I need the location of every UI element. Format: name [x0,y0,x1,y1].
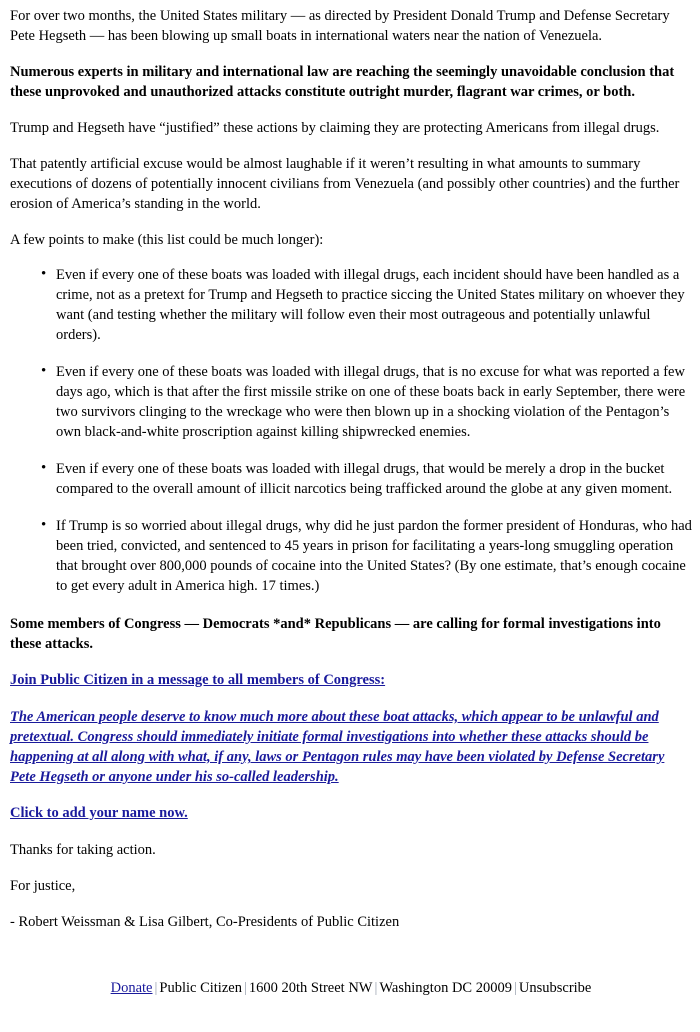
join-public-citizen-link[interactable]: Join Public Citizen in a message to all members of Congress: [10,672,386,688]
list-item-text: If Trump is so worried about illegal drugs, why did he just pardon the former president of Honduras, who had been tried, convicted, and sentenced to 45 years in prison for facilitating a years-long smuggling operation that brought over 800,000 pounds of cocaine into the United States? (By one estimate, that’s enough cocaine to get every adult in America high. 17 times.) [56,518,692,594]
list-item-text: Even if every one of these boats was loaded with illegal drugs, that would be merely a drop in the bucket compared to the overall amount of illicit narcotics being trafficked around the globe at any given moment. [56,461,673,497]
footer-separator: | [374,980,378,996]
bullet-icon: • [41,460,47,476]
points-list-wrapper [10,265,692,596]
intro-paragraph: For over two months, the United States military — as directed by President Donald Trump and Defense Secretary Pete Hegseth — has been blowing up small boats in international waters near the nation of Venezuela. [10,8,670,44]
petition-quote-link[interactable]: The American people deserve to know much more about these boat attacks, which appear to be unlawful and pretextual. Congress should immediately initiate formal investigations into whether these attacks should be happening at all along with what, if any, laws or Pentagon rules may have been violated by Defense Secretary Pete Hegseth or anyone under his so-called leadership. [10,709,665,785]
list-item-text: Even if every one of these boats was loaded with illegal drugs, that is no excuse for what was reported a few days ago, which is that after the first missile strike on one of these boats back in early September, there were two survivors clinging to the wreckage who were then blown up in a shocking violation of the Pentagon’s own black-and-white proscription against killing shipwrecked enemies. [56,364,686,440]
footer-city-state-zip: Washington DC 20009 [379,980,512,996]
list-item [10,265,692,345]
donate-link[interactable]: Donate [110,980,153,996]
footer-org-name: Public Citizen [159,980,242,996]
excuse-paragraph: That patently artificial excuse would be almost laughable if it weren’t resulting in what amounts to summary executions of dozens of potentially innocent civilians from Venezuela (and possibly other countries) and the further erosion of America’s standing in the world. [10,156,680,212]
list-item-text: Even if every one of these boats was loaded with illegal drugs, each incident should have been handled as a crime, not as a pretext for Trump and Hegseth to practice siccing the United States military on whoever they want (and testing whether the military will follow even their most outrageous and potentially unlawful orders). [56,267,685,343]
bullet-icon: • [41,363,47,379]
bullet-icon: • [41,517,47,533]
cta-link-wrapper [10,803,692,823]
list-item [10,459,692,499]
thanks-paragraph: Thanks for taking action. [10,842,156,858]
congress-statement-paragraph: Some members of Congress — Democrats *and* Republicans — are calling for formal investigations into these attacks. [10,616,661,652]
footer-separator: | [243,980,247,996]
add-your-name-link[interactable]: Click to add your name now. [10,805,188,821]
join-link-wrapper [10,670,692,690]
bold-statement-paragraph: Numerous experts in military and international law are reaching the seemingly unavoidable conclusion that these unprovoked and unauthorized attacks constitute outright murder, flagrant war crimes, or both. [10,64,675,100]
justification-paragraph: Trump and Hegseth have “justified” these actions by claiming they are protecting Americans from illegal drugs. [10,120,660,136]
footer-separator: | [513,980,517,996]
closing-paragraph: For justice, [10,878,76,894]
signature-paragraph: - Robert Weissman & Lisa Gilbert, Co-Presidents of Public Citizen [10,914,400,930]
points-list [10,265,692,596]
list-intro-paragraph: A few points to make (this list could be much longer): [10,232,324,248]
bullet-icon: • [41,266,47,282]
footer-separator: | [154,980,158,996]
email-footer [10,978,692,998]
list-item [10,516,692,596]
footer-street-address: 1600 20th Street NW [248,980,373,996]
list-item [10,362,692,442]
unsubscribe-label[interactable]: Unsubscribe [518,980,592,996]
